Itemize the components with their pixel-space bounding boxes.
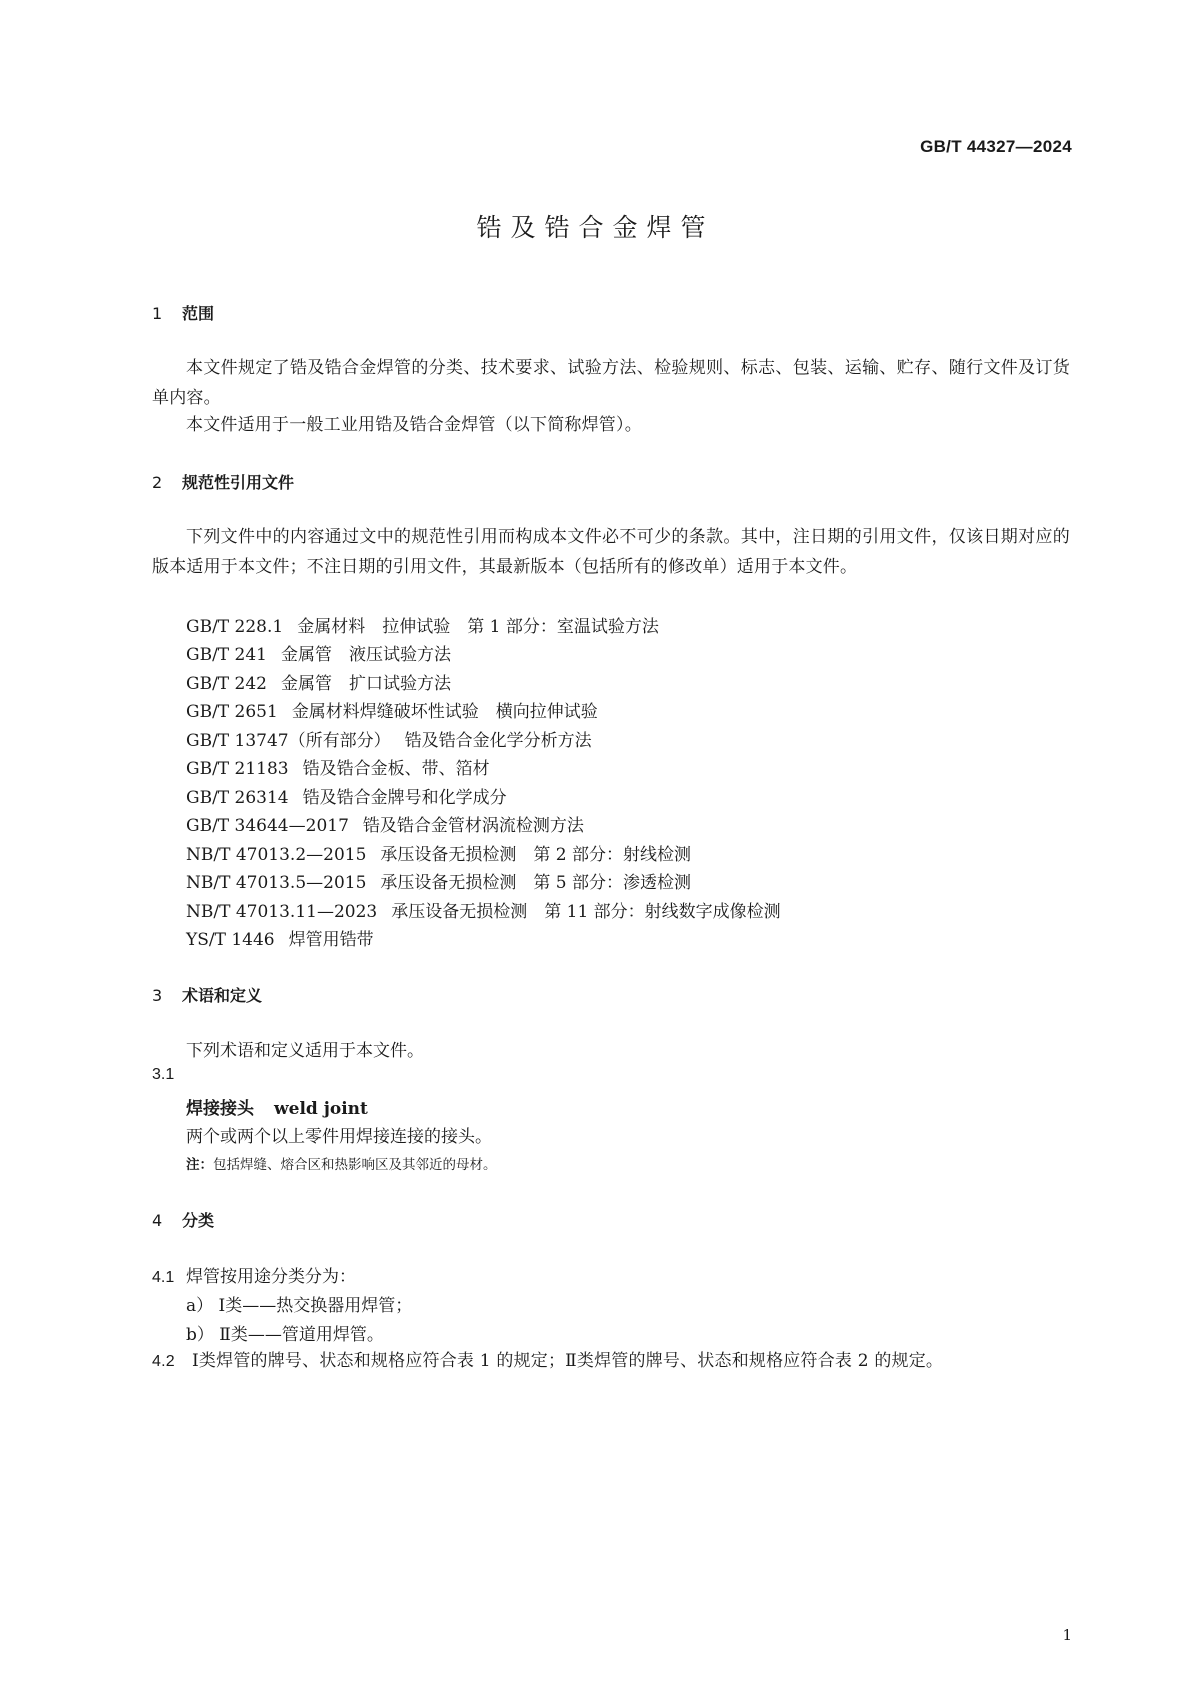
reference-title: 锆及锆合金牌号和化学成分 (302, 788, 507, 808)
note-label: 注： (186, 1157, 213, 1173)
reference-code: GB/T 34644—2017 (186, 816, 349, 836)
section-title: 术语和定义 (182, 986, 263, 1005)
reference-code: GB/T 26314 (186, 788, 289, 808)
page-number: 1 (1062, 1626, 1072, 1644)
section-1-paragraph-1: 本文件规定了锆及锆合金焊管的分类、技术要求、试验方法、检验规则、标志、包装、运输、贮存、随行文件及订货单内容。 (152, 358, 1070, 408)
section-2-paragraph-1: 下列文件中的内容通过文中的规范性引用而构成本文件必不可少的条款。其中，注日期的引用文件，仅该日期对应的版本适用于本文件；不注日期的引用文件，其最新版本（包括所有的修改单）适用于本文件。 (152, 527, 1070, 577)
term-definition: 两个或两个以上零件用焊接连接的接头。 (186, 1127, 492, 1147)
reference-item (186, 754, 490, 779)
reference-code: NB/T 47013.5—2015 (186, 873, 367, 893)
clause-4-1 (152, 1262, 356, 1287)
reference-title: 承压设备无损检测 第 11 部分：射线数字成像检测 (391, 902, 781, 922)
section-1-heading (152, 301, 214, 324)
reference-item (186, 783, 507, 808)
section-title: 范围 (182, 304, 215, 323)
note-text: 包括焊缝、熔合区和热影响区及其邻近的母材。 (213, 1157, 497, 1173)
reference-title: 锆及锆合金化学分析方法 (404, 731, 592, 751)
reference-title: 承压设备无损检测 第 2 部分：射线检测 (380, 845, 692, 865)
section-2-heading (152, 470, 294, 493)
section-number: 4 (152, 1211, 163, 1230)
term-note (186, 1153, 497, 1173)
term-entry (186, 1094, 368, 1119)
section-3-heading (152, 983, 262, 1006)
reference-code: GB/T 228.1 (186, 617, 284, 637)
reference-title: 金属材料焊缝破坏性试验 横向拉伸试验 (291, 702, 598, 722)
reference-code: GB/T 241 (186, 645, 267, 665)
term-english: weld joint (274, 1099, 368, 1119)
reference-title: 金属管 扩口试验方法 (281, 674, 451, 694)
reference-item (186, 897, 781, 922)
section-number: 1 (152, 304, 163, 323)
section-3-paragraph-1: 下列术语和定义适用于本文件。 (186, 1041, 424, 1061)
reference-title: 锆及锆合金板、带、箔材 (302, 759, 490, 779)
reference-code: NB/T 47013.2—2015 (186, 845, 367, 865)
reference-item (186, 925, 374, 950)
reference-item (186, 640, 451, 665)
reference-item (186, 868, 691, 893)
clause-number: 4.2 (152, 1353, 175, 1370)
reference-title: 承压设备无损检测 第 5 部分：渗透检测 (380, 873, 692, 893)
reference-item (186, 726, 592, 751)
reference-title: 锆及锆合金管材涡流检测方法 (362, 816, 584, 836)
clause-number: 4.1 (152, 1269, 175, 1286)
clause-text: Ⅰ类焊管的牌号、状态和规格应符合表 1 的规定；Ⅱ类焊管的牌号、状态和规格应符合表 2 的规定。 (192, 1351, 944, 1371)
clause-text: 焊管按用途分类分为： (186, 1267, 356, 1287)
term-number: 3.1 (152, 1066, 175, 1083)
reference-title: 金属管 液压试验方法 (281, 645, 451, 665)
reference-code: YS/T 1446 (186, 930, 275, 950)
section-number: 3 (152, 986, 163, 1005)
reference-title: 焊管用锆带 (288, 930, 374, 950)
reference-code: GB/T 21183 (186, 759, 289, 779)
reference-item (186, 840, 691, 865)
reference-code: GB/T 2651 (186, 702, 278, 722)
section-1-paragraph-2: 本文件适用于一般工业用锆及锆合金焊管（以下简称焊管）。 (186, 415, 642, 435)
standard-number: GB/T 44327—2024 (920, 137, 1072, 156)
term-chinese: 焊接接头 (186, 1099, 254, 1119)
section-number: 2 (152, 473, 163, 492)
section-4-heading (152, 1208, 214, 1231)
clause-4-2 (152, 1346, 1070, 1377)
reference-code: NB/T 47013.11—2023 (186, 902, 378, 922)
reference-item (186, 811, 584, 836)
reference-item (186, 697, 598, 722)
reference-title: 金属材料 拉伸试验 第 1 部分：室温试验方法 (297, 617, 659, 637)
reference-code: GB/T 242 (186, 674, 267, 694)
reference-item (186, 669, 451, 694)
section-title: 分类 (182, 1211, 215, 1230)
section-title: 规范性引用文件 (182, 473, 295, 492)
reference-item (186, 612, 659, 637)
list-item-b: b） Ⅱ类——管道用焊管。 (186, 1325, 384, 1345)
document-title: 锆及锆合金焊管 (476, 213, 715, 242)
reference-code: GB/T 13747（所有部分） (186, 731, 391, 751)
list-item-a: a） Ⅰ类——热交换器用焊管； (186, 1296, 413, 1316)
